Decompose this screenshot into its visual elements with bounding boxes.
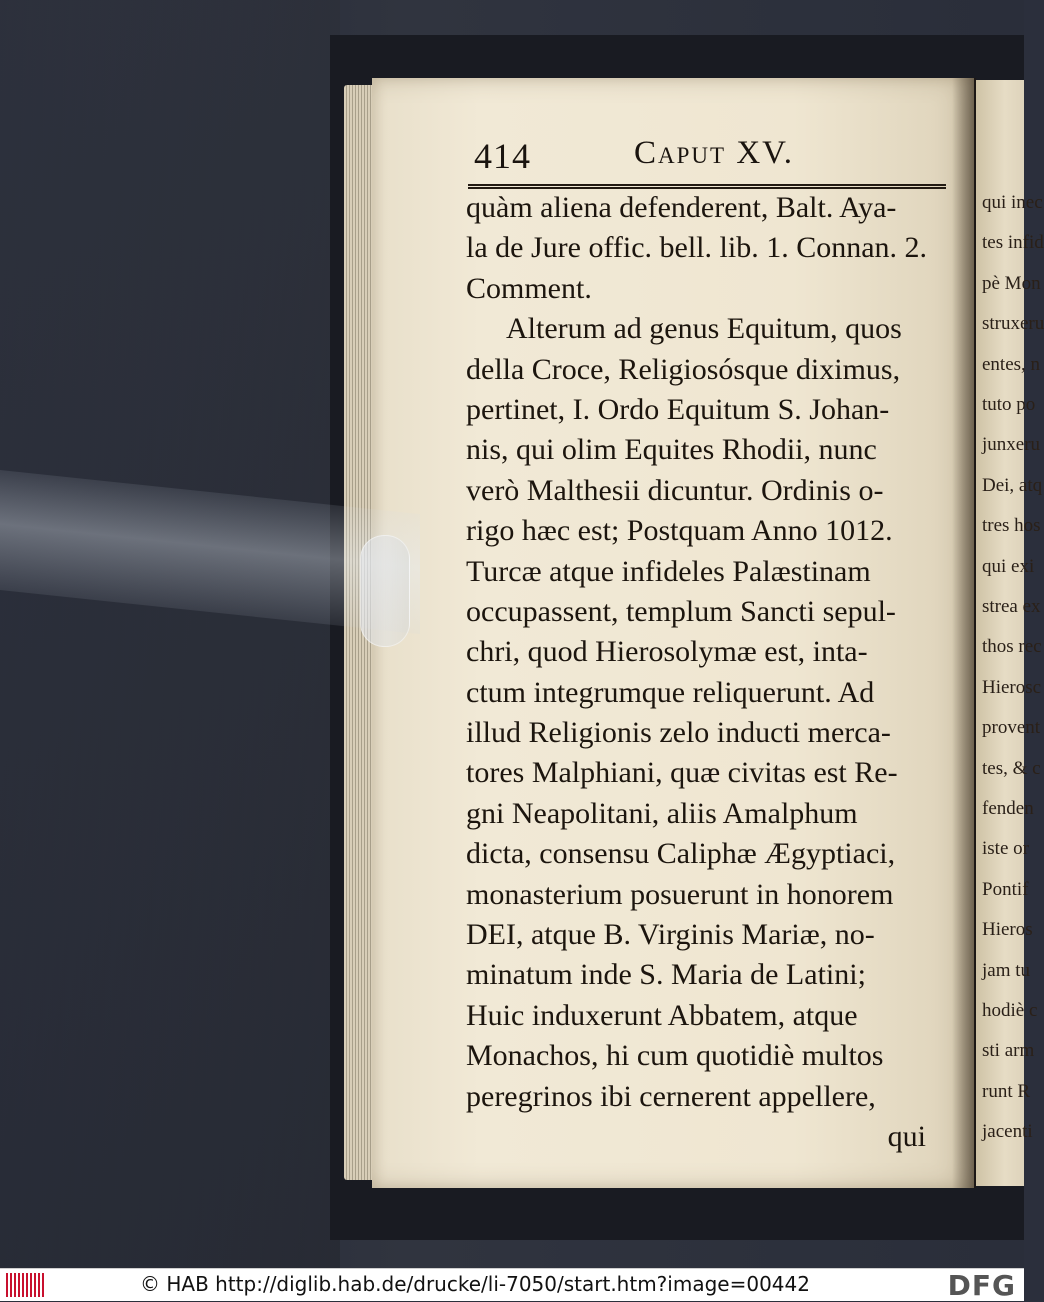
viewer-footer <box>0 1268 1024 1301</box>
text-line: tores Malphiani, quæ civitas est Re- <box>466 756 898 790</box>
text-line: Huic induxerunt Abbatem, atque <box>466 998 858 1032</box>
facing-page-line: junxeru <box>982 434 1041 456</box>
facing-page-line: Dei, atq <box>982 474 1043 496</box>
page-number: 414 <box>474 136 531 176</box>
text-line: peregrinos ibi cernerent appellere, <box>466 1079 876 1113</box>
text-line: minatum inde S. Maria de Latini; <box>466 958 866 992</box>
cloth-background <box>0 0 340 1268</box>
facing-page-line: struxeru <box>982 313 1044 335</box>
text-line: Alterum ad genus Equitum, quos <box>506 312 902 346</box>
facing-page-line: Pontif <box>982 878 1029 900</box>
facing-page-line: thos rec <box>982 636 1042 658</box>
facing-page-line: Hierosc <box>982 676 1042 698</box>
chapter-title: Caput XV. <box>634 135 794 171</box>
text-line: nis, qui olim Equites Rhodii, nunc <box>466 433 877 467</box>
facing-page-line: jam tu <box>982 959 1031 981</box>
facing-page-line: tres hos <box>982 515 1041 537</box>
text-line: gni Neapolitani, aliis Amalphum <box>466 796 858 830</box>
text-line: quàm aliena defenderent, Balt. Aya- <box>466 191 897 224</box>
text-line: la de Jure offic. bell. lib. 1. Connan. 2. <box>466 231 928 265</box>
text-line: monasterium posuerunt in honorem <box>466 877 894 911</box>
text-line: occupassent, templum Sancti sepul- <box>466 594 896 628</box>
text-line: Comment. <box>466 271 592 305</box>
gutter-shadow <box>952 78 976 1188</box>
dfg-logo: DFG <box>947 1269 1016 1302</box>
facing-page-line: Hieros <box>982 919 1033 941</box>
text-line: illud Religionis zelo inducti merca- <box>466 716 891 750</box>
text-line: ctum integrumque reliquerunt. Ad <box>466 675 875 709</box>
facing-page-line: entes, n <box>982 353 1041 375</box>
facing-page-line: provent <box>982 717 1041 739</box>
page-text <box>466 188 946 1157</box>
facing-page-line: jacenti <box>982 1121 1033 1143</box>
facing-page-line: pè Mon <box>982 272 1041 294</box>
text-line: della Croce, Religiosósque diximus, <box>466 352 901 386</box>
facing-page-line: tes, & c <box>982 757 1041 779</box>
facing-page-line: strea ex <box>982 596 1041 617</box>
facing-page-line: qui inec <box>982 192 1043 213</box>
text-line: Turcæ atque infideles Palæstinam <box>466 554 871 588</box>
text-line: verò Malthesii dicuntur. Ordinis o- <box>466 473 884 507</box>
facing-page-line: hodiè c <box>982 1000 1038 1021</box>
glass-clip-tip <box>360 535 410 647</box>
text-line: rigo hæc est; Postquam Anno 1012. <box>466 514 893 548</box>
facing-page-line: runt R <box>982 1080 1031 1102</box>
facing-page-line: tuto po <box>982 394 1036 415</box>
text-line: DEI, atque B. Virginis Mariæ, no- <box>466 918 875 952</box>
facing-page-line: sti arm <box>982 1040 1035 1062</box>
facing-page-line: tes infid <box>982 232 1044 254</box>
facing-page-line: qui exi <box>982 555 1035 577</box>
library-logo-icon <box>6 1273 46 1297</box>
facing-page-line: iste or <box>982 838 1029 860</box>
catchword: qui <box>887 1119 926 1153</box>
facing-page-fragment <box>976 80 1044 1186</box>
text-line: chri, quod Hierosolymæ est, inta- <box>466 635 868 669</box>
text-line: dicta, consensu Caliphæ Ægyptiaci, <box>466 837 896 871</box>
text-line: pertinet, I. Ordo Equitum S. Johan- <box>466 392 890 426</box>
text-line: Monachos, hi cum quotidiè multos <box>466 1039 884 1073</box>
facing-page-line: fenden <box>982 798 1034 819</box>
copyright-credit: © HAB http://diglib.hab.de/drucke/li-7050/start.htm?image=00442 <box>140 1272 810 1296</box>
running-head <box>474 135 944 179</box>
